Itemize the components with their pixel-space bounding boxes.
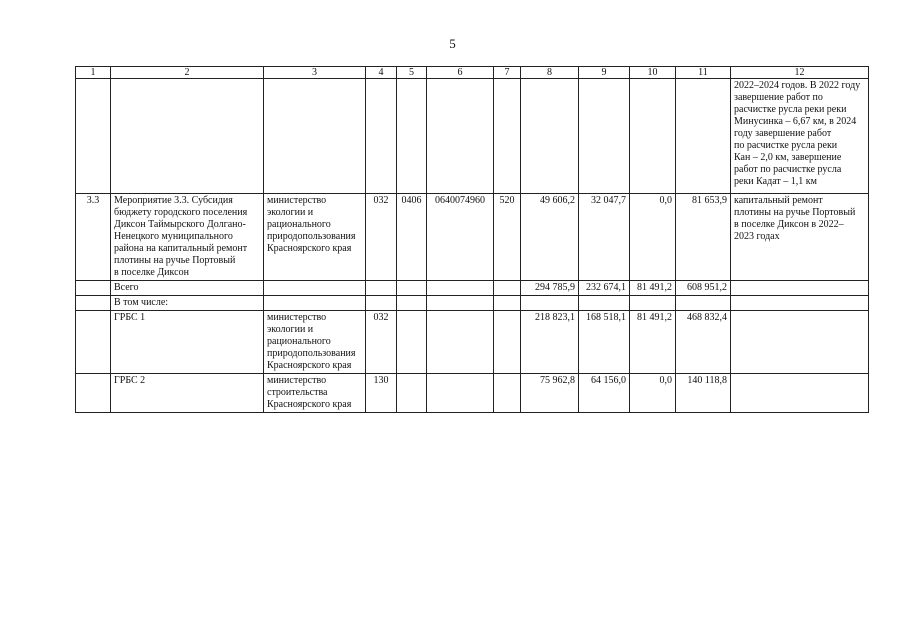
target-article-cell: 0640074960 <box>427 194 494 281</box>
amount-2022-cell: 218 823,1 <box>521 311 579 374</box>
result-description-cell: 2022–2024 годов. В 2022 году завершение работ по расчистке русла реки реки Минусинка – 6,67 км, в 2024 году завершение работ по расчистке русла реки Кан – 2,0 км, завершение работ по расчистке русла реки Кадат – 1,1 км <box>731 79 869 194</box>
header-cell: 8 <box>521 67 579 79</box>
header-cell: 12 <box>731 67 869 79</box>
administrator-cell: министерство экологии и рационального природопользования Красноярского края <box>264 194 366 281</box>
amount-2022-cell: 75 962,8 <box>521 374 579 413</box>
table-row-grbs-2 <box>76 374 869 413</box>
including-label: В том числе: <box>111 296 264 311</box>
administrator-cell: министерство экологии и рационального природопользования Красноярского края <box>264 311 366 374</box>
expense-type-cell: 520 <box>494 194 521 281</box>
header-cell: 6 <box>427 67 494 79</box>
header-cell: 3 <box>264 67 366 79</box>
total-2023-cell: 232 674,1 <box>579 281 630 296</box>
budget-table <box>75 66 869 413</box>
grbs-label: ГРБС 1 <box>111 311 264 374</box>
grbs-code-cell: 130 <box>366 374 397 413</box>
table-header-row <box>76 67 869 79</box>
header-cell: 7 <box>494 67 521 79</box>
header-cell: 11 <box>676 67 731 79</box>
amount-total-cell: 81 653,9 <box>676 194 731 281</box>
amount-2024-cell: 81 491,2 <box>630 311 676 374</box>
amount-2023-cell: 32 047,7 <box>579 194 630 281</box>
header-cell: 10 <box>630 67 676 79</box>
total-label: Всего <box>111 281 264 296</box>
total-sum-cell: 608 951,2 <box>676 281 731 296</box>
amount-total-cell: 140 118,8 <box>676 374 731 413</box>
header-cell: 4 <box>366 67 397 79</box>
total-2024-cell: 81 491,2 <box>630 281 676 296</box>
table-row-including <box>76 296 869 311</box>
header-cell: 1 <box>76 67 111 79</box>
table-row-measure-3-3 <box>76 194 869 281</box>
amount-total-cell: 468 832,4 <box>676 311 731 374</box>
result-description-cell: капитальный ремонт плотины на ручье Портовый в поселке Диксон в 2022– 2023 годах <box>731 194 869 281</box>
amount-2022-cell: 49 606,2 <box>521 194 579 281</box>
header-cell: 2 <box>111 67 264 79</box>
grbs-code-cell: 032 <box>366 194 397 281</box>
header-cell: 9 <box>579 67 630 79</box>
header-cell: 5 <box>397 67 427 79</box>
table-row-continuation <box>76 79 869 194</box>
row-number-cell: 3.3 <box>76 194 111 281</box>
grbs-code-cell: 032 <box>366 311 397 374</box>
total-2022-cell: 294 785,9 <box>521 281 579 296</box>
administrator-cell: министерство строительства Красноярского края <box>264 374 366 413</box>
page-number: 5 <box>449 36 456 51</box>
grbs-label: ГРБС 2 <box>111 374 264 413</box>
table-row-total <box>76 281 869 296</box>
section-code-cell: 0406 <box>397 194 427 281</box>
amount-2024-cell: 0,0 <box>630 374 676 413</box>
measure-name-cell: Мероприятие 3.3. Субсидия бюджету городского поселения Диксон Таймырского Долгано- Ненецкого муниципального района на капитальный ремонт плотины на ручье Портовый в поселке Диксон <box>111 194 264 281</box>
amount-2023-cell: 168 518,1 <box>579 311 630 374</box>
amount-2023-cell: 64 156,0 <box>579 374 630 413</box>
amount-2024-cell: 0,0 <box>630 194 676 281</box>
table-row-grbs-1 <box>76 311 869 374</box>
